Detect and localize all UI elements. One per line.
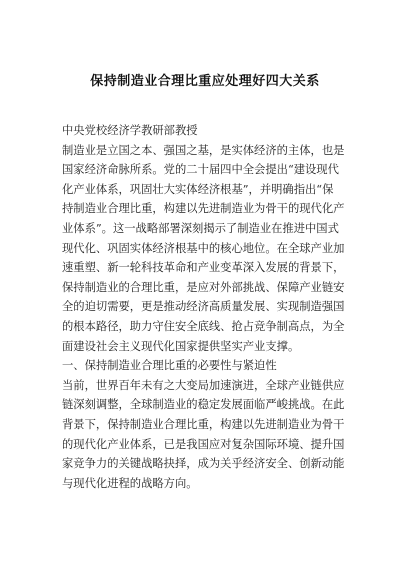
paragraph-line: 国家经济命脉所系。党的二十届四中全会提出“建设现代 bbox=[62, 163, 339, 177]
author-affiliation: 中央党校经济学教研部教授 bbox=[62, 124, 198, 137]
paragraph-line: 当前，世界百年未有之大变局加速演进，全球产业链供应 bbox=[62, 378, 345, 392]
paragraph-line: 持制造业合理比重，构建以先进制造业为骨干的现代化产 bbox=[62, 202, 345, 216]
paragraph-line: 与现代化进程的战略方向。 bbox=[62, 476, 198, 490]
paragraph-line: 链深刻调整，全球制造业的稳定发展面临严峻挑战。在此 bbox=[62, 398, 345, 412]
paragraph-line: 家竞争力的关键战略抉择，成为关乎经济安全、创新动能 bbox=[62, 457, 345, 471]
paragraph-line: 制造业是立国之本、强国之基，是实体经济的主体，也是 bbox=[62, 143, 345, 157]
paragraph-line: 现代化、巩固实体经济根基中的核心地位。在全球产业加 bbox=[62, 241, 345, 255]
paragraph-line: 速重塑、新一轮科技革命和产业变革深入发展的背景下， bbox=[62, 261, 345, 275]
paragraph-line: 的现代化产业体系，已是我国应对复杂国际环境、提升国 bbox=[62, 437, 345, 451]
paragraph-line: 全的迫切需要，更是推动经济高质量发展、实现制造强国 bbox=[62, 300, 345, 314]
document-title: 保持制造业合理比重应处理好四大关系 bbox=[90, 74, 320, 89]
paragraph-line: 化产业体系，巩固壮大实体经济根基”，并明确指出“保 bbox=[62, 182, 334, 196]
paragraph-line: 保持制造业的合理比重，是应对外部挑战、保障产业链安 bbox=[62, 280, 345, 294]
paragraph-line: 的根本路径，助力守住安全底线、抢占竞争制高点，为全 bbox=[62, 319, 345, 333]
paragraph-line: 面建设社会主义现代化国家提供坚实产业支撑。 bbox=[62, 339, 300, 353]
paragraph-line: 背景下，保持制造业合理比重，构建以先进制造业为骨干 bbox=[62, 417, 345, 431]
paragraph-line: 业体系”。这一战略部署深刻揭示了制造业在推进中国式 bbox=[62, 221, 339, 235]
document-body bbox=[62, 121, 352, 493]
section-heading: 一、保持制造业合理比重的必要性与紧迫性 bbox=[62, 359, 277, 373]
